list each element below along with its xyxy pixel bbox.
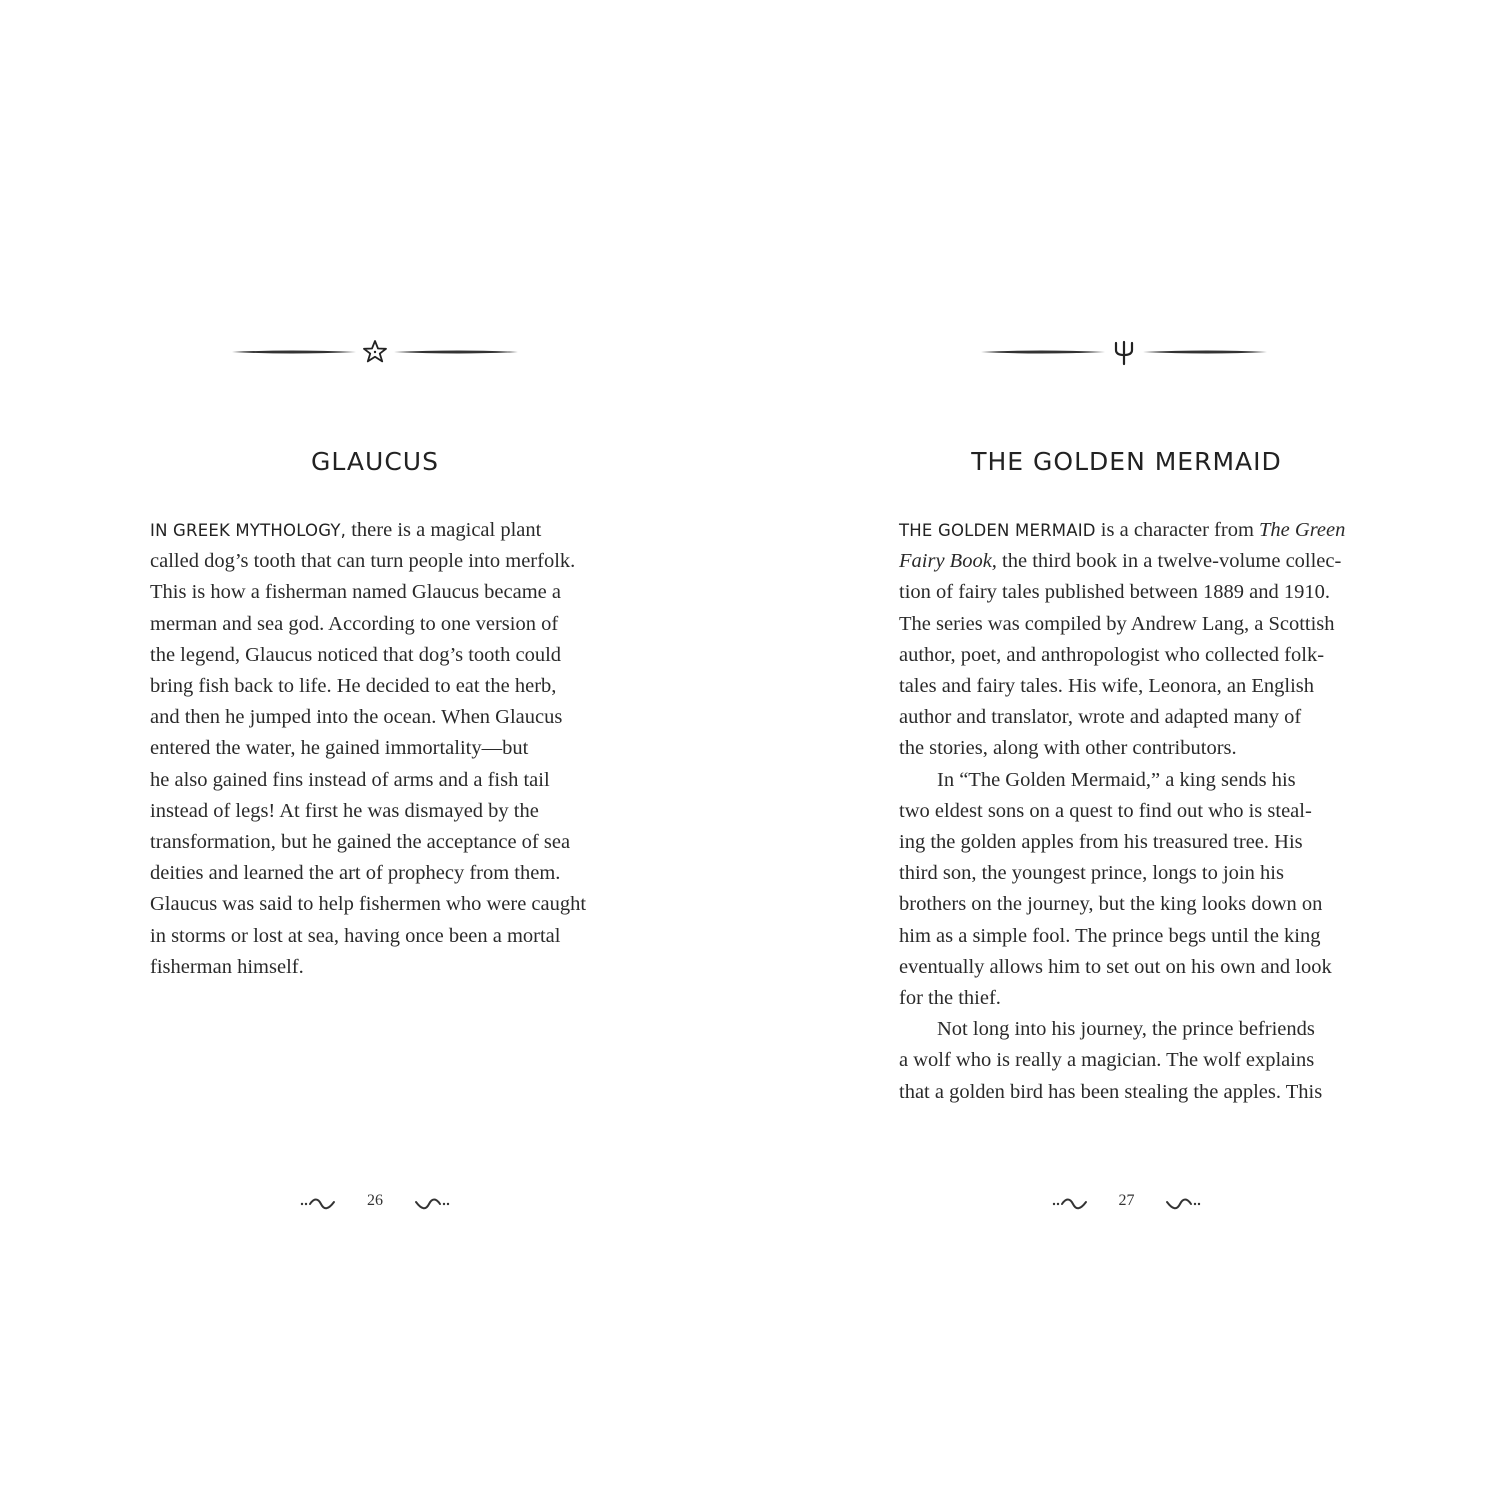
starfish-icon — [364, 341, 386, 361]
text-line: called dog’s tooth that can turn people into merfolk. — [150, 550, 576, 573]
text-line: ing the golden apples from his treasured tree. His — [899, 831, 1303, 854]
text-line: Not long into his journey, the prince befriends — [937, 1018, 1315, 1041]
page-folio — [899, 1190, 1354, 1218]
body-text — [899, 515, 1354, 1108]
text-line: tales and fairy tales. His wife, Leonora, an English — [899, 675, 1314, 698]
paragraph — [899, 1014, 1354, 1108]
right-page — [899, 0, 1354, 1500]
text-line: merman and sea god. According to one version of — [150, 612, 559, 635]
wave-right-icon — [1165, 1194, 1201, 1214]
book-title: The Green — [1259, 519, 1346, 541]
text-line: bring fish back to life. He decided to eat the herb, — [150, 675, 557, 698]
text-line: him as a simple fool. The prince begs until the king — [899, 924, 1321, 947]
page-folio — [150, 1190, 600, 1218]
text-line: IN GREEK MYTHOLOGY, there is a magical plant — [150, 519, 542, 541]
page-number: 26 — [367, 1192, 383, 1209]
text-line: This is how a fisherman named Glaucus became a — [150, 581, 562, 604]
book-title: Fairy Book, — [899, 550, 997, 573]
trident-icon — [1116, 342, 1132, 364]
text-line: THE GOLDEN MERMAID is a character from The Green — [899, 519, 1346, 541]
text-line: deities and learned the art of prophecy from them. — [150, 862, 561, 885]
text-line: The series was compiled by Andrew Lang, a Scottish — [899, 612, 1335, 635]
header-ornament — [979, 336, 1269, 368]
text-line: in storms or lost at sea, having once been a mortal — [150, 924, 561, 947]
text-line: he also gained fins instead of arms and a fish tail — [150, 768, 550, 791]
text-line: the stories, along with other contributors. — [899, 737, 1237, 760]
text-line: Glaucus was said to help fishermen who were caught — [150, 893, 587, 916]
text-line: the legend, Glaucus noticed that dog’s tooth could — [150, 643, 562, 666]
chapter-title: THE GOLDEN MERMAID — [971, 447, 1282, 476]
text-line: for the thief. — [899, 987, 1001, 1010]
chapter-title: GLAUCUS — [311, 447, 439, 476]
text-line: entered the water, he gained immortality—but — [150, 737, 529, 760]
text-line: that a golden bird has been stealing the apples. This — [899, 1080, 1323, 1103]
paragraph — [899, 765, 1354, 1015]
text-line: Fairy Book, the third book in a twelve-volume collec- — [899, 550, 1342, 573]
page-number: 27 — [1118, 1192, 1135, 1209]
text-line: two eldest sons on a quest to find out who is steal- — [899, 799, 1312, 822]
text-line: eventually allows him to set out on his own and look — [899, 955, 1332, 978]
text-line: a wolf who is really a magician. The wolf explains — [899, 1049, 1315, 1072]
text-line: fisherman himself. — [150, 955, 304, 978]
lead-in: THE GOLDEN MERMAID — [899, 521, 1096, 540]
wave-right-icon — [414, 1194, 450, 1214]
body-text — [150, 515, 600, 983]
lead-in: IN GREEK MYTHOLOGY, — [150, 521, 347, 540]
text-line: In “The Golden Mermaid,” a king sends his — [937, 768, 1296, 791]
header-ornament — [230, 336, 520, 368]
paragraph — [899, 515, 1354, 765]
text-line: third son, the youngest prince, longs to join his — [899, 862, 1284, 885]
text-line: author and translator, wrote and adapted many of — [899, 706, 1302, 729]
text-line: transformation, but he gained the acceptance of sea — [150, 831, 571, 854]
left-page — [150, 0, 600, 1500]
text-line: author, poet, and anthropologist who collected folk- — [899, 643, 1325, 666]
text-line: instead of legs! At first he was dismayed by the — [150, 799, 539, 822]
paragraph — [150, 515, 600, 983]
text-line: brothers on the journey, but the king looks down on — [899, 893, 1323, 916]
text-line: and then he jumped into the ocean. When Glaucus — [150, 706, 563, 729]
text-line: tion of fairy tales published between 1889 and 1910. — [899, 581, 1330, 604]
